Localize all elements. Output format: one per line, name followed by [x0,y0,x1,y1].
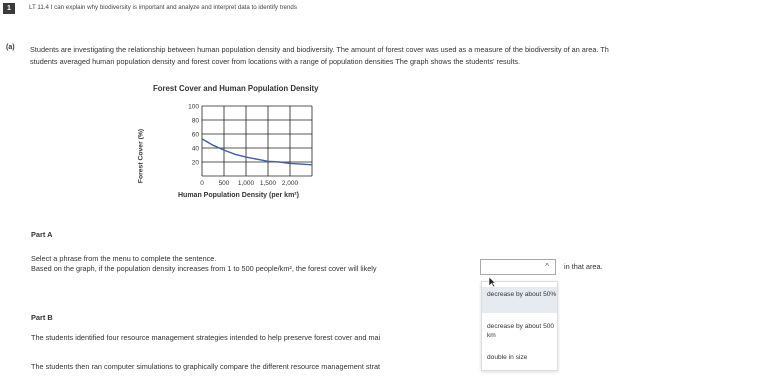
y-tick-label-3: 80 [191,117,199,125]
learning-target-text: LT 11.4 I can explain why biodiversity is important and analyze and interpret data to identify trends [29,4,297,11]
part-b-title: Part B [31,313,53,322]
part-b-line-1: The students identified four resource management strategies intended to help preserve forest cover and mai [31,333,381,342]
part-a-sentence-start: Based on the graph, if the population density increases from 1 to 500 people/km², the forest cover will likely [31,264,377,273]
x-tick-label-4: 2,000 [281,180,299,187]
part-a-sentence-end: in that area. [564,262,603,271]
y-tick-label-4: 100 [188,103,199,111]
chevron-up-icon[interactable]: ^ [545,262,549,271]
dropdown-option-double[interactable]: double in size [487,354,528,361]
chart-title: Forest Cover and Human Population Density [153,84,319,93]
y-tick-label-1: 40 [191,145,199,153]
part-label: (a) [6,44,15,51]
y-tick-label-0: 20 [191,159,199,167]
part-a-instruction: Select a phrase from the menu to complete the sentence. [31,254,217,263]
mouse-cursor-icon [488,276,496,288]
forest-cover-line [202,139,312,165]
part-a-title: Part A [31,230,53,239]
chart-y-axis-label: Forest Cover (%) [137,128,145,184]
intro-paragraph [30,44,609,68]
intro-line-1: Students are investigating the relationship between human population density and biodiversity. The amount of forest cover was used as a measure of the biodiversity of an area. Th [30,45,609,54]
x-tick-label-1: 500 [218,180,230,187]
y-tick-label-2: 60 [191,131,199,139]
answer-dropdown[interactable] [480,259,556,275]
dropdown-menu [481,281,558,371]
x-tick-label-0: 0 [200,180,204,187]
intro-line-2: students averaged human population density and forest cover from locations with a range of population densities The graph shows the students' results. [30,57,521,66]
part-b-line-2: The students then ran computer simulations to graphically compare the different resource management strat [31,362,381,371]
dropdown-option-decrease-500km[interactable]: decrease by about 500 km [487,323,555,339]
question-number-badge: 1 [3,3,15,14]
forest-cover-chart [155,96,325,191]
chart-x-axis-label: Human Population Density (per km²) [178,192,299,199]
x-tick-label-3: 1,500 [259,180,277,187]
dropdown-option-decrease-50[interactable]: decrease by about 50% [482,287,557,313]
x-tick-label-2: 1,000 [237,180,255,187]
